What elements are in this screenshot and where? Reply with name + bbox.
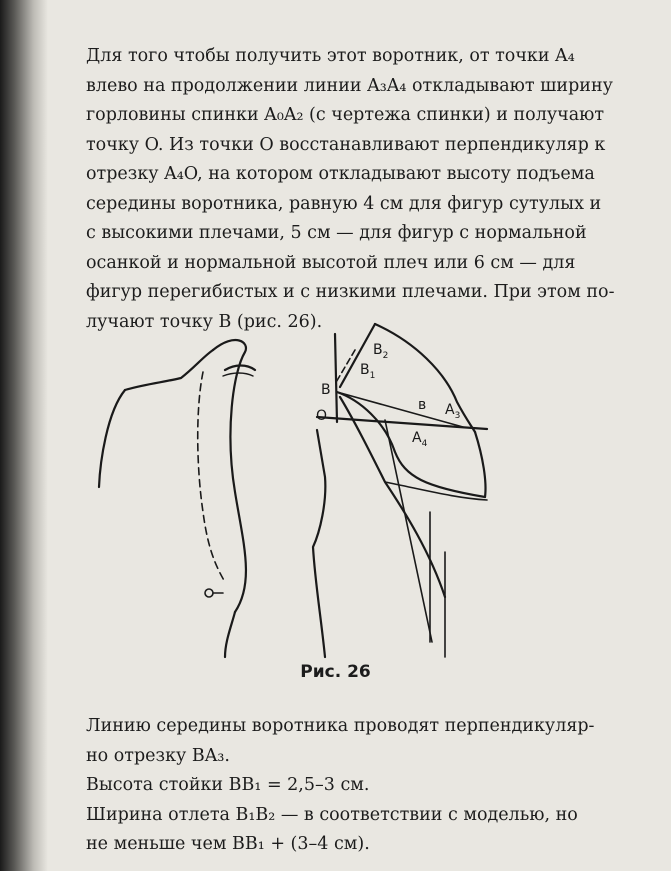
label-A3: $A_3$ [445,402,461,421]
label-B1: $B_1$ [360,362,376,381]
shoulder-outline [125,350,213,390]
text-line: Ширина отлета B₁B₂ — в соответствии с моделью, но [86,804,578,825]
label-b: в [418,397,427,413]
lapel-edge [198,372,225,582]
text-line: с высокими плечами, 5 см — для фигур с нормальной [86,223,587,243]
collar-pattern-drawing [85,312,505,662]
text-line: Для того чтобы получить этот воротник, от точки A₄ [86,46,575,66]
figure-caption: Рис. 26 [300,662,371,682]
neck-curve [337,392,485,497]
label-B: B [321,382,331,398]
label-B2: $B_2$ [373,342,389,361]
figure-26 [85,312,505,662]
outer-collar [475,432,486,497]
front-edge [225,612,235,657]
text-line: Высота стойки BB₁ = 2,5–3 см. [86,775,370,795]
paragraph-collar-notes [86,712,630,860]
text-line: фигур перегибистых и с низкими плечами. При этом по- [86,282,615,302]
text-line: осанкой и нормальной высотой плеч или 6 см — для [86,252,576,273]
paragraph-construction [86,42,630,337]
text-line: но отрезку BA₃. [86,745,230,766]
center-back-line [335,334,337,422]
text-line: Линию середины воротника проводят перпендикуляр- [86,716,595,736]
text-line: середины воротника, равную 4 см для фигур сутулых и [86,193,602,214]
button-circle [205,589,213,597]
back-outline [313,430,325,657]
text-line: не меньше чем BB₁ + (3–4 см). [86,834,370,854]
text-line: точку O. Из точки O восстанавливают перпендикуляр к [86,134,606,155]
text-line: лучают точку B (рис. 26). [86,311,323,332]
lapel-outline [213,340,246,612]
collar-curve [225,366,255,371]
label-A4: $A_4$ [412,430,428,449]
text-line: влево на продолжении линии A₃A₄ откладывают ширину [86,75,613,96]
sleeve-outline [99,390,125,487]
a4-down-line [385,420,432,642]
label-O: O [316,408,328,424]
collar-curve-2 [223,373,253,376]
page-binding-shadow [0,0,48,871]
text-line: горловины спинки A₀A₂ (с чертежа спинки) и получают [86,105,605,125]
text-line: отрезку A₄O, на котором откладывают высоту подъема [86,164,595,184]
